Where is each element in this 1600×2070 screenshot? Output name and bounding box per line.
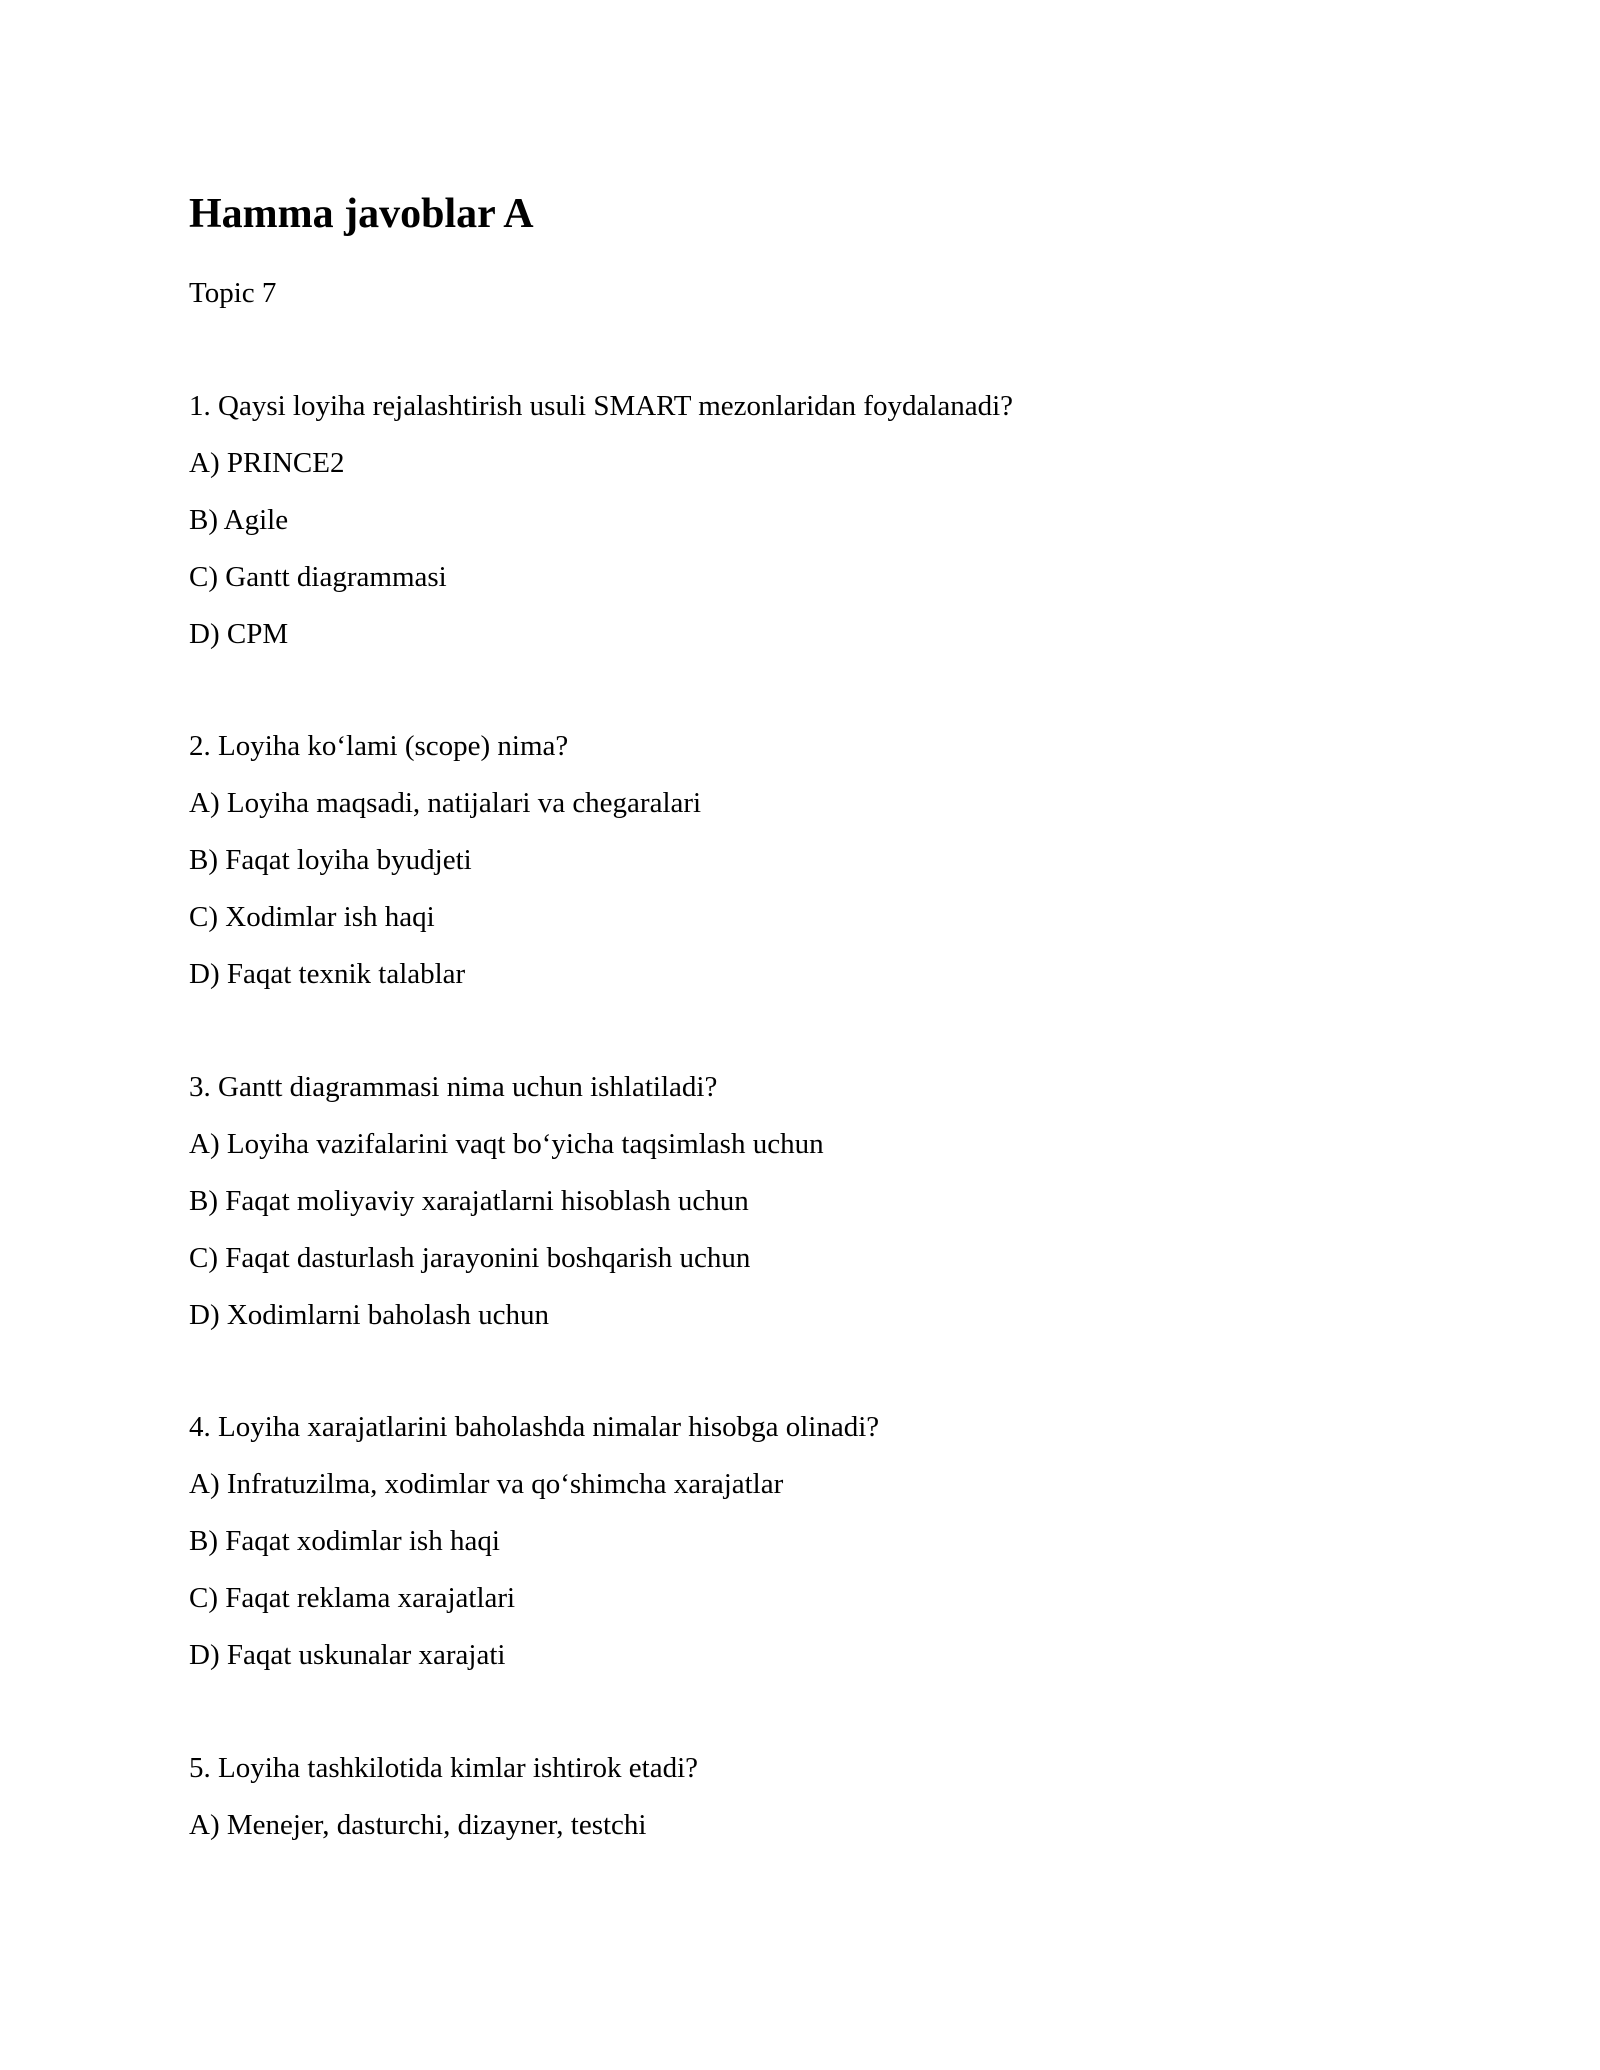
question-text: 1. Qaysi loyiha rejalashtirish usuli SMART mezonlaridan foydalanadi? <box>189 390 1014 422</box>
answer-option-c: C) Faqat dasturlash jarayonini boshqarish uchun <box>189 1242 751 1274</box>
question-block-4 <box>189 1408 1409 1693</box>
answer-option-a: A) Infratuzilma, xodimlar va qo‘shimcha xarajatlar <box>189 1468 784 1500</box>
answer-option-b: B) Faqat xodimlar ish haqi <box>189 1525 500 1557</box>
answer-option-b: B) Faqat loyiha byudjeti <box>189 844 472 876</box>
question-block-2 <box>189 727 1409 1012</box>
answer-option-a: A) Loyiha maqsadi, natijalari va chegaralari <box>189 787 702 819</box>
answer-option-d: D) Faqat uskunalar xarajati <box>189 1639 506 1671</box>
question-block-1 <box>189 387 1409 672</box>
answer-option-c: C) Xodimlar ish haqi <box>189 901 435 933</box>
answer-option-d: D) Faqat texnik talablar <box>189 958 466 990</box>
answer-option-a: A) Loyiha vazifalarini vaqt bo‘yicha taqsimlash uchun <box>189 1128 824 1160</box>
answer-option-d: D) Xodimlarni baholash uchun <box>189 1299 550 1331</box>
topic-label: Topic 7 <box>189 277 277 309</box>
answer-option-b: B) Faqat moliyaviy xarajatlarni hisoblash uchun <box>189 1185 749 1217</box>
answer-option-a: A) Menejer, dasturchi, dizayner, testchi <box>189 1809 647 1841</box>
answer-option-c: C) Gantt diagrammasi <box>189 561 447 593</box>
question-text: 5. Loyiha tashkilotida kimlar ishtirok etadi? <box>189 1752 699 1784</box>
question-block-5 <box>189 1749 1409 1863</box>
question-text: 3. Gantt diagrammasi nima uchun ishlatiladi? <box>189 1071 718 1103</box>
question-block-3 <box>189 1068 1409 1353</box>
question-text: 2. Loyiha ko‘lami (scope) nima? <box>189 730 569 762</box>
answer-option-d: D) CPM <box>189 618 289 650</box>
document-title: Hamma javoblar A <box>189 191 534 237</box>
answer-option-b: B) Agile <box>189 504 289 536</box>
question-text: 4. Loyiha xarajatlarini baholashda nimalar hisobga olinadi? <box>189 1411 880 1443</box>
answer-option-c: C) Faqat reklama xarajatlari <box>189 1582 516 1614</box>
answer-option-a: A) PRINCE2 <box>189 447 345 479</box>
